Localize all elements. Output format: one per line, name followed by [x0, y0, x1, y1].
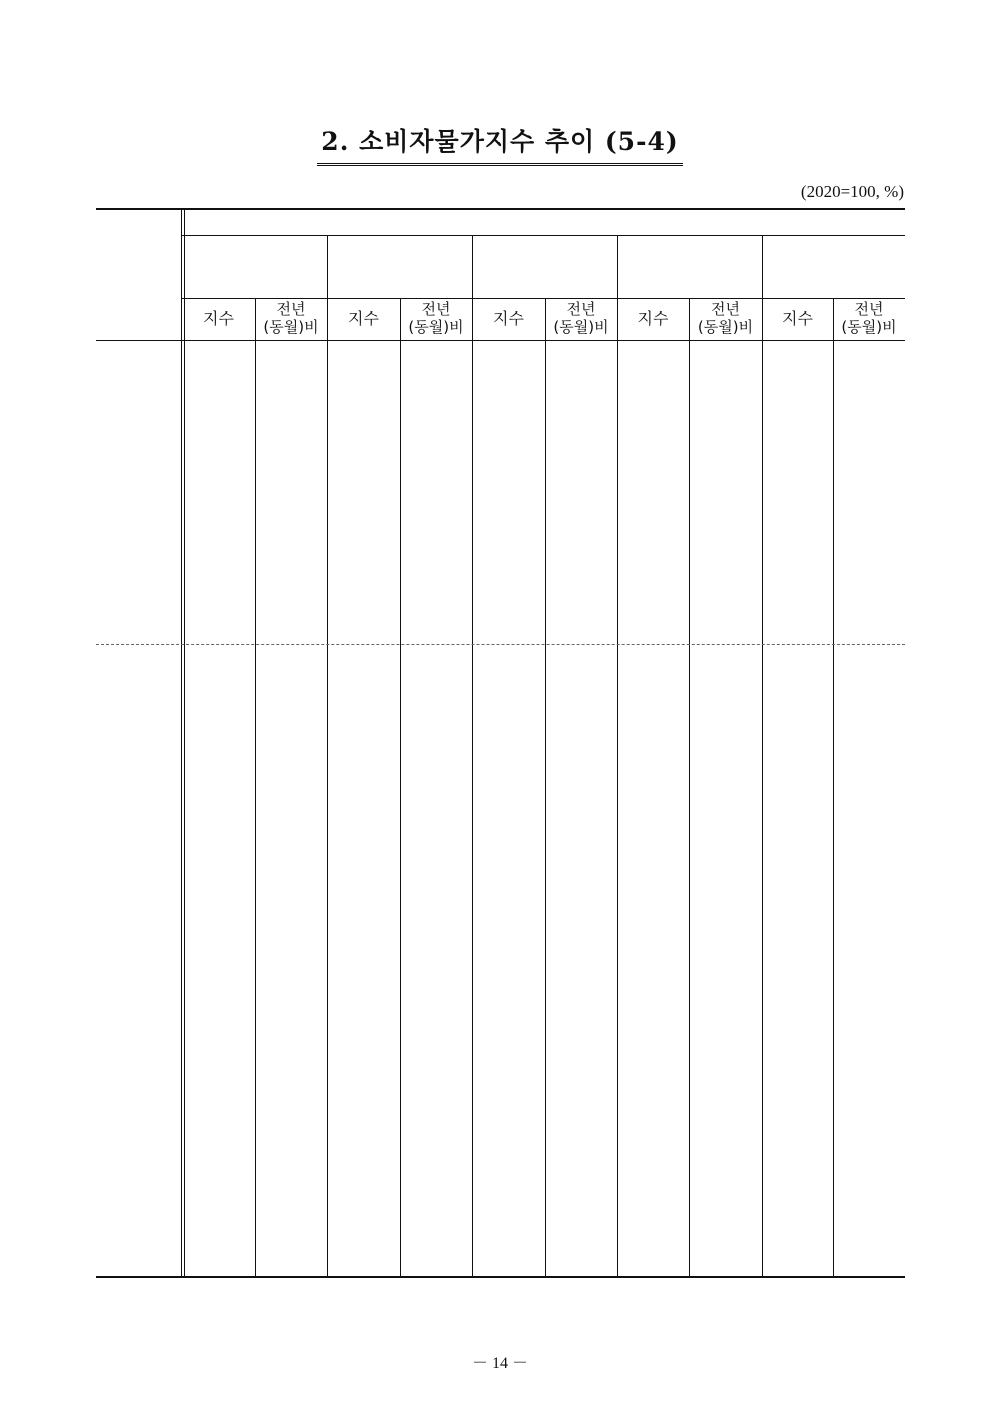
title-text: 2. 소비자물가지수 추이 (5-4): [317, 122, 682, 166]
unit-note: (2020=100, %): [800, 182, 904, 201]
col-change-label: 전년 (동월)비: [697, 300, 754, 336]
header-bottom-rule: [96, 340, 905, 341]
col-change-label: 전년 (동월)비: [408, 300, 464, 336]
subheader-rule: [182, 298, 905, 299]
col-index-label: 지수: [782, 309, 813, 328]
subcolumn-divider: [689, 298, 690, 1276]
col-change-label: 전년 (동월)비: [841, 300, 897, 336]
col-change-label: 전년 (동월)비: [263, 300, 319, 336]
subcolumn-divider: [545, 298, 546, 1276]
col-index-label: 지수: [493, 309, 524, 328]
category-divider: [762, 235, 763, 1276]
subcolumn-divider: [255, 298, 256, 1276]
table-bottom-rule: [96, 1276, 905, 1278]
category-divider: [327, 235, 328, 1276]
stub-double-line-a: [181, 208, 182, 1276]
col-index-label: 지수: [203, 309, 234, 328]
category-divider: [617, 235, 618, 1276]
subcolumn-divider: [833, 298, 834, 1276]
col-index-label: 지수: [348, 309, 379, 328]
section-separator: [96, 644, 905, 645]
subcolumn-divider: [400, 298, 401, 1276]
col-index-label: 지수: [637, 309, 669, 328]
category-divider: [472, 235, 473, 1276]
group-header-rule: [182, 235, 905, 236]
page-title: [0, 122, 1000, 166]
page-number: － 14 －: [471, 1355, 528, 1372]
table-top-rule: [96, 208, 905, 210]
stub-double-line-b: [184, 208, 185, 1276]
col-change-label: 전년 (동월)비: [553, 300, 609, 336]
